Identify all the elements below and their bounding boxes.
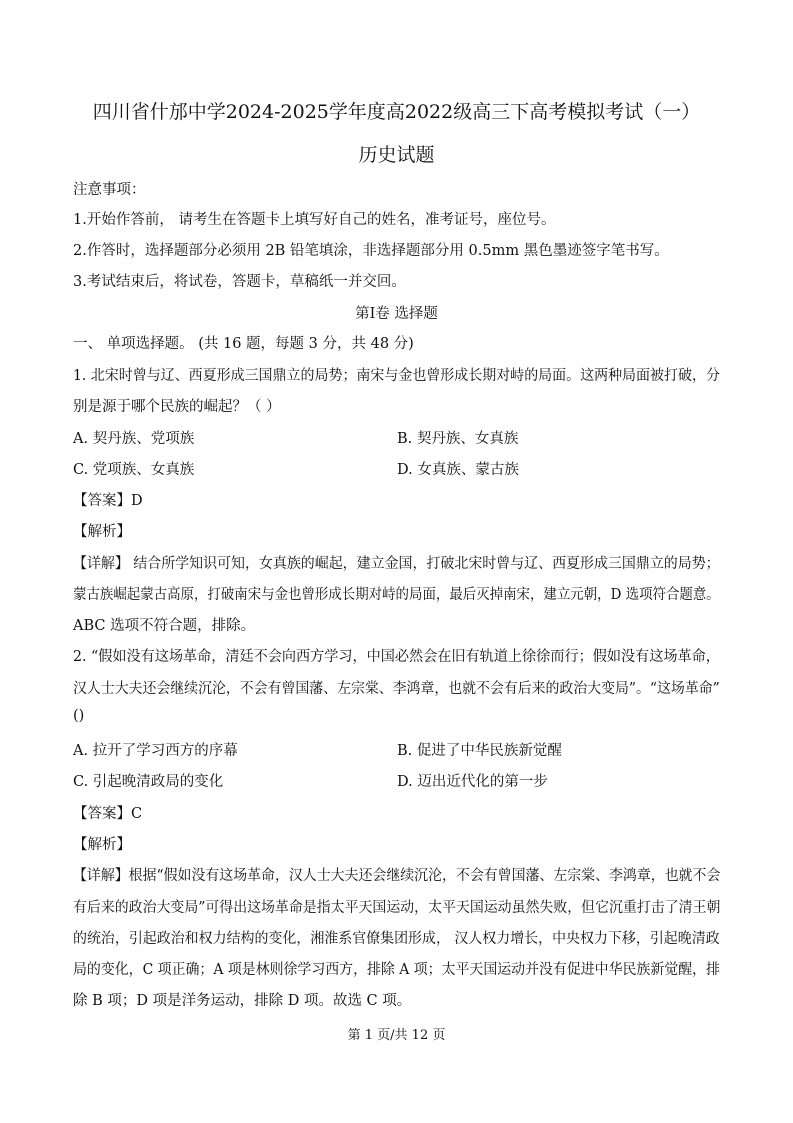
detail-line: 有后来的政治大变局”可得出这场革命是指太平天国运动，太平天国运动虽然失败，但它沉重打击了清王朝 xyxy=(73,900,721,916)
answer-label: 【答案】C xyxy=(73,806,143,822)
detail-line: 除 B 项；D 项是洋务运动，排除 D 项。故选 C 项。 xyxy=(73,993,412,1009)
question-stem-line: () xyxy=(73,708,85,724)
question-stem-line: 1. 北宋时曾与辽、西夏形成三国鼎立的局势；南宋与金也曾形成长期对峙的局面。这两种局面被打破，分 xyxy=(73,368,720,384)
option-b: B. 促进了中华民族新觉醒 xyxy=(397,743,562,759)
part-title: 一、 单项选择题。 (共 16 题，每题 3 分，共 48 分) xyxy=(73,336,414,352)
detail-line: 的统治，引起政治和权力结构的变化，湘淮系官僚集团形成， 汉人权力增长，中央权力下移，引起晚清政 xyxy=(73,931,720,947)
note-item: 3.考试结束后，将试卷，答题卡，草稿纸一并交回。 xyxy=(73,274,406,290)
analysis-label: 【解析】 xyxy=(73,524,131,540)
option-a: A. 拉开了学习西方的序幕 xyxy=(73,743,238,759)
detail-line: 蒙古族崛起蒙古高原，打破南宋与金也曾形成长期对峙的局面，最后灭掉南宋，建立元朝，D 选项符合题意。 xyxy=(73,587,720,603)
option-b: B. 契丹族、女真族 xyxy=(397,431,519,447)
analysis-label: 【解析】 xyxy=(73,837,131,853)
option-a: A. 契丹族、党项族 xyxy=(73,431,195,447)
question-stem-line: 别是源于哪个民族的崛起？（ ） xyxy=(73,399,281,415)
detail-line: 【详解】 结合所学知识可知，女真族的崛起，建立金国，打破北宋时曾与辽、西夏形成三国鼎立的局势； xyxy=(73,556,720,572)
volume-title: 第Ⅰ卷 选择题 xyxy=(355,306,438,322)
detail-line: 局的变化，C 项正确；A 项是林则徐学习西方，排除 A 项；太平天国运动并没有促进中华民族新觉醒，排 xyxy=(73,962,720,978)
question-stem-line: 汉人士大夫还会继续沉沦，不会有曾国藩、左宗棠、李鸿章，也就不会有后来的政治大变局”。“这场革命” xyxy=(73,681,720,697)
note-item: 2.作答时，选择题部分必须用 2B 铅笔填涂，非选择题部分用 0.5mm 黑色墨迹签字笔书写。 xyxy=(73,243,669,259)
question-stem-line: 2. “假如没有这场革命，清廷不会向西方学习，中国必然会在旧有轨道上徐徐而行；假如没有这场革命， xyxy=(73,649,720,665)
option-d: D. 女真族、蒙古族 xyxy=(397,462,519,478)
detail-line: ABC 选项不符合题，排除。 xyxy=(73,618,256,634)
detail-line: 【详解】根据“假如没有这场革命，汉人士大夫还会继续沉沦，不会有曾国藩、左宗棠、李鸿章，也就不会 xyxy=(73,868,721,884)
answer-label: 【答案】D xyxy=(73,493,143,509)
notes-heading: 注意事项： xyxy=(73,182,146,198)
exam-title: 四川省什邡中学2024-2025学年度高2022级高三下高考模拟考试（一） xyxy=(92,101,701,123)
option-c: C. 党项族、女真族 xyxy=(73,462,195,478)
note-item: 1.开始作答前， 请考生在答题卡上填写好自己的姓名，准考证号，座位号。 xyxy=(73,212,556,228)
option-d: D. 迈出近代化的第一步 xyxy=(397,774,548,790)
page-footer: 第 1 页/共 12 页 xyxy=(347,1028,446,1043)
exam-subject-title: 历史试题 xyxy=(358,144,435,166)
option-c: C. 引起晚清政局的变化 xyxy=(73,774,224,790)
